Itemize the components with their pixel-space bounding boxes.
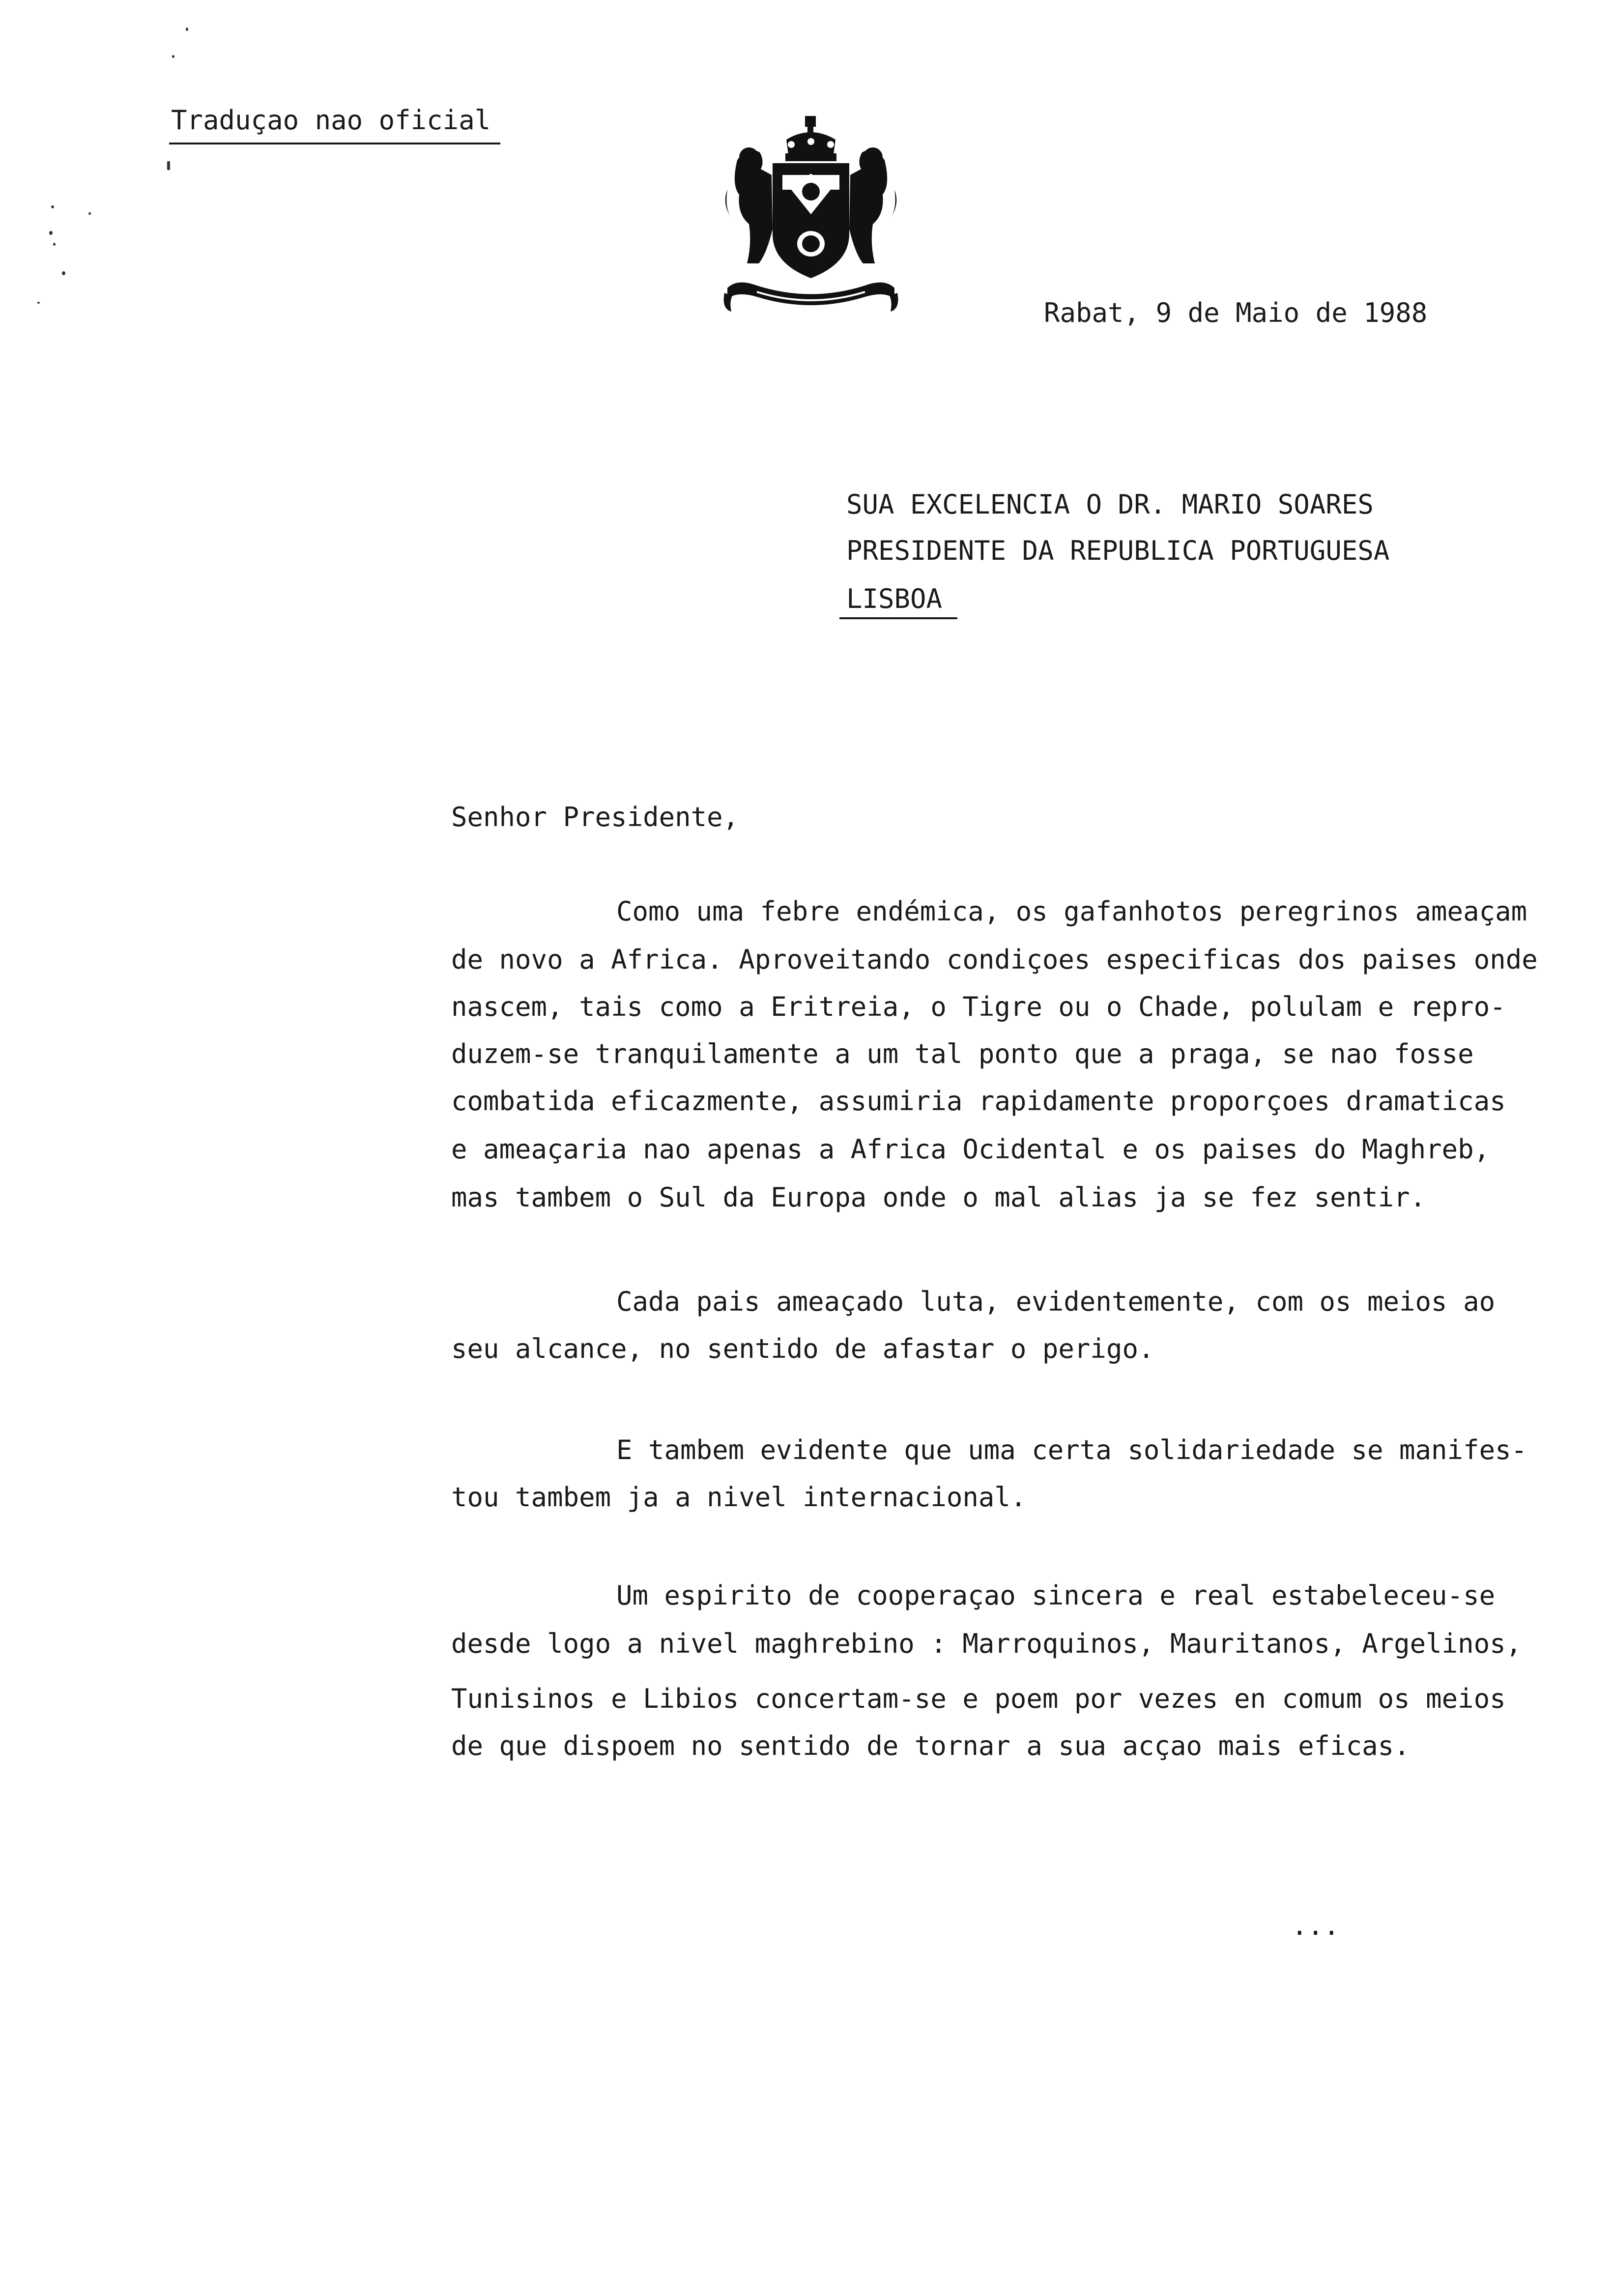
paragraph-line: combatida eficazmente, assumiria rapidamente proporçoes dramaticas [451,1086,1506,1117]
scan-speck [37,302,40,304]
scan-speck [167,161,170,170]
paragraph-line: duzem-se tranquilamente a um tal ponto que a praga, se nao fosse [451,1038,1474,1069]
paragraph-line: nascem, tais como a Eritreia, o Tigre ou o Chade, polulam e repro- [451,991,1506,1022]
scan-speck [172,55,174,58]
addressee-line-title: PRESIDENTE DA REPUBLICA PORTUGUESA [846,535,1390,566]
scan-speck [62,271,65,275]
scan-speck [53,243,56,246]
paragraph-line: Tunisinos e Libios concertam-se e poem por vezes en comum os meios [451,1683,1506,1714]
paragraph-line: mas tambem o Sul da Europa onde o mal alias ja se fez sentir. [451,1182,1426,1213]
scan-speck [186,28,188,31]
paragraph-line: Cada pais ameaçado luta, evidentemente, com os meios ao [616,1286,1496,1317]
paragraph-line: Como uma febre endémica, os gafanhotos peregrinos ameaçam [616,896,1527,927]
paragraph-line: seu alcance, no sentido de afastar o perigo. [451,1333,1154,1364]
paragraph-line: de que dispoem no sentido de tornar a sua acçao mais eficas. [451,1730,1410,1761]
paragraph-line: tou tambem ja a nivel internacional. [451,1482,1027,1513]
paragraph-line: Um espirito de cooperaçao sincera e real estabeleceu-se [616,1580,1496,1611]
addressee-city-underline [839,617,957,619]
continuation-marker: ... [1292,1910,1340,1941]
salutation: Senhor Presidente, [451,802,739,832]
scan-speck [49,231,53,235]
addressee-line-name: SUA EXCELENCIA O DR. MARIO SOARES [846,489,1374,520]
scan-speck [88,212,91,215]
paragraph-line: de novo a Africa. Aproveitando condiçoes especificas dos paises onde [451,944,1538,975]
addressee-line-city: LISBOA [846,583,943,614]
scan-speck [51,205,54,208]
translation-note-underline [169,143,500,144]
moroccan-royal-coat-of-arms-icon [718,116,904,322]
translation-note: Traduçao nao oficial [171,105,491,136]
paragraph-line: desde logo a nivel maghrebino : Marroquinos, Mauritanos, Argelinos, [451,1628,1522,1659]
letter-date: Rabat, 9 de Maio de 1988 [1044,297,1428,328]
paragraph-line: e ameaçaria nao apenas a Africa Ocidental e os paises do Maghreb, [451,1134,1490,1165]
paragraph-line: E tambem evidente que uma certa solidariedade se manifes- [616,1435,1527,1465]
